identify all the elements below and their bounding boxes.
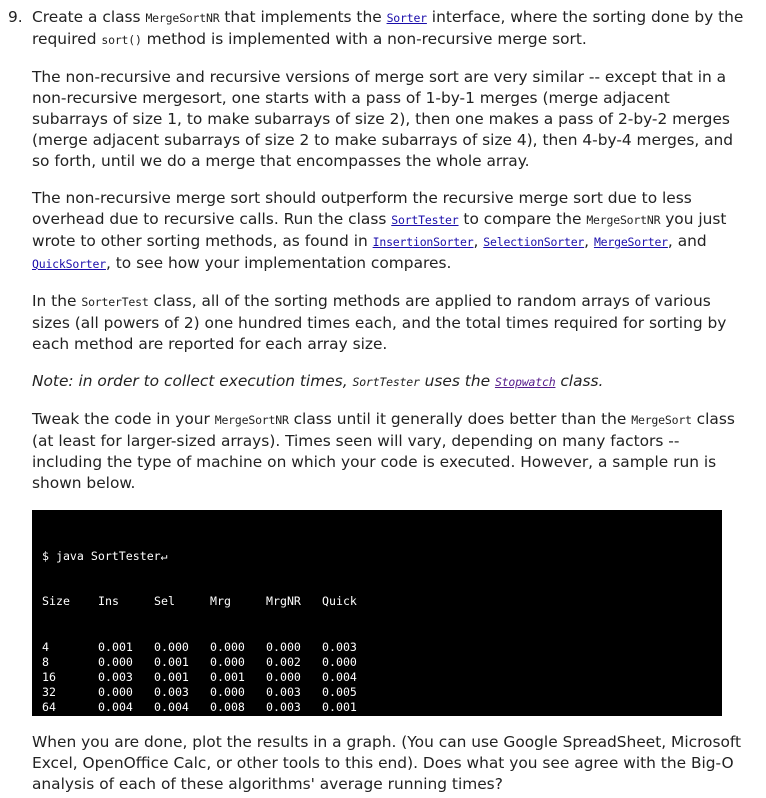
exercise-content <box>32 7 747 795</box>
item-number: 9. <box>8 8 23 26</box>
terminal-cell: 0.000 <box>266 669 301 684</box>
terminal-row <box>42 670 712 685</box>
note-text-3: class. <box>555 372 604 390</box>
terminal-cell: 0.002 <box>266 654 301 669</box>
terminal-cell: 0.000 <box>98 685 133 700</box>
intro-text-3: interface, where the sorting done by the required <box>32 8 744 48</box>
terminal-row <box>42 655 712 670</box>
intro-text-4: method is implemented with a non-recursive merge sort. <box>141 30 587 48</box>
header-mrgnr: MrgNR <box>266 594 301 609</box>
header-ins: Ins <box>98 594 119 609</box>
header-sel: Sel <box>154 594 175 609</box>
terminal-cell: 0.003 <box>266 700 301 715</box>
terminal-cell: 0.003 <box>266 685 301 700</box>
tweak-paragraph <box>32 409 747 494</box>
intro-paragraph <box>32 7 747 51</box>
terminal-command: $ java SortTester↵ <box>42 549 168 564</box>
selectionsorter-link[interactable]: SelectionSorter <box>483 235 585 249</box>
terminal-cell: 0.001 <box>98 639 133 654</box>
terminal-cell <box>322 715 378 716</box>
terminal-cell: 0.000 <box>210 685 245 700</box>
terminal-header-row <box>42 594 712 609</box>
quicksorter-link[interactable]: QuickSorter <box>32 257 106 271</box>
sample-run-terminal <box>32 510 722 716</box>
terminal-cell <box>98 715 154 716</box>
similar-paragraph: The non-recursive and recursive versions of merge sort are very similar -- except that in a non-recursive mergesort, one starts with a pass of 1-by-1 merges (merge adjacent subarrays of size 1, to make subarrays of size 2), then one makes a pass of 2-by-2 merges (merge adjacent subarrays of size 2 to make subarrays of size 4), then 4-by-4 merges, and so forth, until we do a merge that encompasses the whole array. <box>32 68 734 170</box>
terminal-row <box>42 715 712 716</box>
terminal-data-rows <box>42 640 712 716</box>
sorttester-link[interactable]: SortTester <box>391 213 459 227</box>
sortertest-code: SorterTest <box>81 295 149 309</box>
intro-text-1: Create a class <box>32 8 146 26</box>
terminal-cell: 0.003 <box>98 669 133 684</box>
sortertest-paragraph <box>32 291 747 355</box>
terminal-cell: 0.000 <box>266 639 301 654</box>
terminal-cell: 0.004 <box>98 700 133 715</box>
outperform-sep-1: , <box>473 232 484 250</box>
terminal-cell: 0.000 <box>210 654 245 669</box>
terminal-cell: 32 <box>42 685 56 700</box>
terminal-cell: 64 <box>42 700 56 715</box>
note-paragraph <box>32 371 747 393</box>
terminal-cell <box>42 715 98 716</box>
terminal-row <box>42 700 712 715</box>
insertionsorter-link[interactable]: InsertionSorter <box>372 235 474 249</box>
outperform-sep-2: , <box>584 232 594 250</box>
sortertest-text-1: In the <box>32 292 82 310</box>
terminal-row <box>42 685 712 700</box>
terminal-cell <box>154 715 210 716</box>
terminal-cell <box>210 715 266 716</box>
terminal-cell: 0.003 <box>154 685 189 700</box>
outperform-text-3: you just wrote to other sorting methods, as found in <box>32 210 727 250</box>
terminal-cell: 0.000 <box>322 654 357 669</box>
mergesortnr-code: MergeSortNR <box>586 213 661 227</box>
terminal-cell: 0.001 <box>322 700 357 715</box>
tweak-mergesort-code: MergeSort <box>631 413 692 427</box>
stopwatch-link[interactable]: Stopwatch <box>494 375 556 389</box>
terminal-cell: 8 <box>42 654 49 669</box>
sortertest-text-2: class, all of the sorting methods are applied to random arrays of various sizes (all powers of 2) one hundred times each, and the total times required for sorting by each method are reported for each array size. <box>32 292 727 353</box>
tweak-text-3: class (at least for larger-sized arrays). Times seen will vary, depending on many factors -- including the type of machine on which your code is executed. However, a sample run is shown below. <box>32 410 735 492</box>
outperform-text-1: The non-recursive merge sort should outperform the recursive merge sort due to less overhead due to recursive calls. Run the class <box>32 189 692 228</box>
outperform-text-4: , and <box>667 232 707 250</box>
tweak-mergesortnr-code: MergeSortNR <box>214 413 289 427</box>
outperform-paragraph <box>32 188 747 275</box>
outperform-text-2: to compare the <box>458 210 587 228</box>
terminal-row <box>42 640 712 655</box>
tweak-text-1: Tweak the code in your <box>32 410 215 428</box>
terminal-cell: 16 <box>42 669 56 684</box>
terminal-cell: 0.003 <box>322 639 357 654</box>
sorter-interface-link[interactable]: Sorter <box>386 11 427 25</box>
outperform-text-5: , to see how your implementation compares. <box>105 254 452 272</box>
terminal-cell: 4 <box>42 639 49 654</box>
intro-text-2: that implements the <box>219 8 387 26</box>
terminal-cell: 0.008 <box>210 700 245 715</box>
terminal-cell: 0.000 <box>98 654 133 669</box>
mergesorter-link[interactable]: MergeSorter <box>593 235 668 249</box>
class-name-code: MergeSortNR <box>145 11 220 25</box>
header-quick: Quick <box>322 594 357 609</box>
terminal-cell: 0.004 <box>154 700 189 715</box>
note-text-2: uses the <box>419 372 495 390</box>
sort-method-code: sort() <box>101 33 142 47</box>
done-paragraph: When you are done, plot the results in a graph. (You can use Google SpreadSheet, Microsoft Excel, OpenOffice Calc, or other tools to this end). Does what you see agree with the Big-O analysis of each of these algorithms' average running times? <box>32 733 742 793</box>
terminal-cell: 0.005 <box>322 685 357 700</box>
terminal-cell: 0.000 <box>154 639 189 654</box>
terminal-cell: 0.004 <box>322 669 357 684</box>
header-mrg: Mrg <box>210 594 231 609</box>
terminal-cell: 0.001 <box>154 654 189 669</box>
tweak-text-2: class until it generally does better than the <box>288 410 632 428</box>
terminal-cell: 0.001 <box>154 669 189 684</box>
terminal-cell: 0.000 <box>210 639 245 654</box>
terminal-cell: 0.001 <box>210 669 245 684</box>
note-sorttester-code: SortTester <box>352 375 420 389</box>
note-text-1: Note: in order to collect execution times, <box>32 372 353 390</box>
header-size: Size <box>42 594 70 609</box>
terminal-cell <box>266 715 322 716</box>
